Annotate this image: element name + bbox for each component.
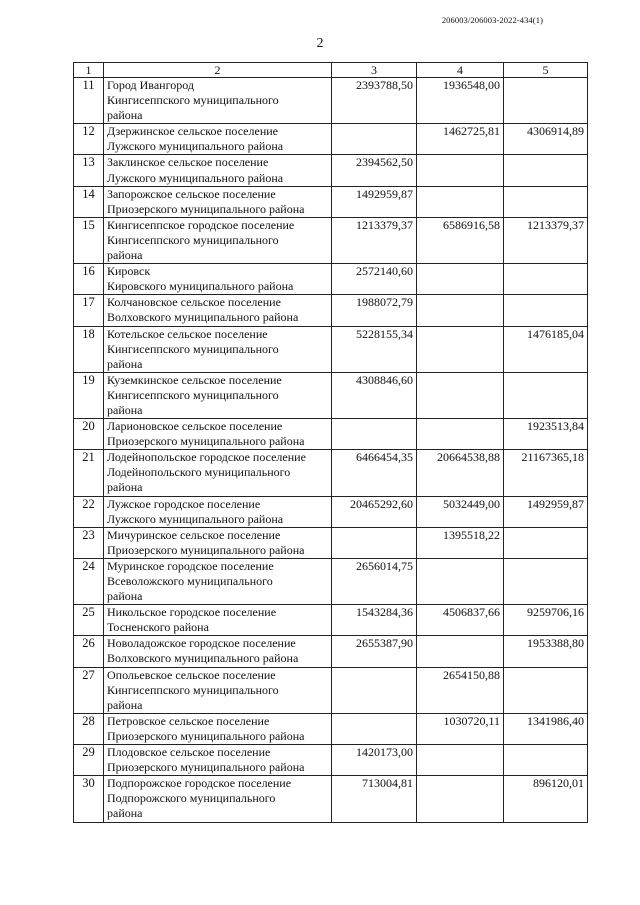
table-row — [74, 636, 588, 667]
amount-col5-cell: 896120,01 — [504, 776, 588, 822]
table-row — [74, 419, 588, 450]
amount-col5-cell: 9259706,16 — [504, 605, 588, 636]
table-row — [74, 155, 588, 186]
row-number-cell: 26 — [74, 636, 104, 667]
amount-col3-cell: 5228155,34 — [332, 326, 417, 372]
table-row — [74, 745, 588, 776]
table-row — [74, 667, 588, 713]
table-row — [74, 605, 588, 636]
municipality-name-cell: Колчановское сельское поселение Волховского муниципального района — [104, 295, 332, 326]
amount-col5-cell: 1341986,40 — [504, 713, 588, 744]
municipality-name-cell: Никольское городское поселение Тосненского района — [104, 605, 332, 636]
amount-col5-cell: 1492959,87 — [504, 496, 588, 527]
row-number-cell: 25 — [74, 605, 104, 636]
row-number-cell: 15 — [74, 217, 104, 263]
amount-col3-cell — [332, 124, 417, 155]
table-row — [74, 713, 588, 744]
amount-col4-cell — [417, 776, 504, 822]
column-header-4: 4 — [417, 63, 504, 78]
municipality-name-cell: Заклинское сельское поселение Лужского муниципального района — [104, 155, 332, 186]
amount-col5-cell — [504, 186, 588, 217]
row-number-cell: 14 — [74, 186, 104, 217]
amount-col4-cell — [417, 186, 504, 217]
municipality-name-cell: Лужское городское поселение Лужского муниципального района — [104, 496, 332, 527]
table-row — [74, 326, 588, 372]
municipality-name-cell: Опольевское сельское поселение Кингисеппского муниципального района — [104, 667, 332, 713]
amount-col4-cell — [417, 372, 504, 418]
row-number-cell: 21 — [74, 450, 104, 496]
amount-col3-cell: 713004,81 — [332, 776, 417, 822]
municipality-name-cell: Кировск Кировского муниципального района — [104, 264, 332, 295]
amount-col3-cell: 6466454,35 — [332, 450, 417, 496]
table-row — [74, 78, 588, 124]
amount-col5-cell: 4306914,89 — [504, 124, 588, 155]
amount-col4-cell: 1462725,81 — [417, 124, 504, 155]
amount-col5-cell: 1953388,80 — [504, 636, 588, 667]
municipality-name-cell: Петровское сельское поселение Приозерского муниципального района — [104, 713, 332, 744]
column-header-3: 3 — [332, 63, 417, 78]
row-number-cell: 27 — [74, 667, 104, 713]
amount-col5-cell: 1476185,04 — [504, 326, 588, 372]
amount-col5-cell — [504, 527, 588, 558]
row-number-cell: 22 — [74, 496, 104, 527]
municipality-name-cell: Дзержинское сельское поселение Лужского муниципального района — [104, 124, 332, 155]
table-row — [74, 776, 588, 822]
row-number-cell: 12 — [74, 124, 104, 155]
amount-col3-cell: 2394562,50 — [332, 155, 417, 186]
municipality-name-cell: Город Ивангород Кингисеппского муниципального района — [104, 78, 332, 124]
page-number: 2 — [316, 36, 324, 51]
amount-col3-cell: 1420173,00 — [332, 745, 417, 776]
amount-col3-cell: 1543284,36 — [332, 605, 417, 636]
amount-col4-cell: 2654150,88 — [417, 667, 504, 713]
allocation-table — [73, 62, 588, 823]
municipality-name-cell: Плодовское сельское поселение Приозерского муниципального района — [104, 745, 332, 776]
municipality-name-cell: Запорожское сельское поселение Приозерского муниципального района — [104, 186, 332, 217]
amount-col4-cell — [417, 295, 504, 326]
row-number-cell: 19 — [74, 372, 104, 418]
table-row — [74, 264, 588, 295]
municipality-name-cell: Новоладожское городское поселение Волховского муниципального района — [104, 636, 332, 667]
row-number-cell: 13 — [74, 155, 104, 186]
amount-col3-cell — [332, 667, 417, 713]
table-row — [74, 186, 588, 217]
amount-col3-cell — [332, 527, 417, 558]
amount-col4-cell — [417, 745, 504, 776]
row-number-cell: 29 — [74, 745, 104, 776]
amount-col4-cell: 5032449,00 — [417, 496, 504, 527]
amount-col3-cell: 20465292,60 — [332, 496, 417, 527]
amount-col5-cell: 1923513,84 — [504, 419, 588, 450]
amount-col3-cell: 2393788,50 — [332, 78, 417, 124]
amount-col4-cell — [417, 326, 504, 372]
row-number-cell: 20 — [74, 419, 104, 450]
row-number-cell: 24 — [74, 558, 104, 604]
municipality-name-cell: Лодейнопольское городское поселение Лодейнопольского муниципального района — [104, 450, 332, 496]
amount-col3-cell: 2655387,90 — [332, 636, 417, 667]
amount-col4-cell: 1395518,22 — [417, 527, 504, 558]
column-header-2: 2 — [104, 63, 332, 78]
municipality-name-cell: Мичуринское сельское поселение Приозерского муниципального района — [104, 527, 332, 558]
row-number-cell: 28 — [74, 713, 104, 744]
amount-col4-cell — [417, 419, 504, 450]
municipality-name-cell: Муринское городское поселение Всеволожского муниципального района — [104, 558, 332, 604]
amount-col5-cell — [504, 78, 588, 124]
amount-col4-cell — [417, 155, 504, 186]
amount-col3-cell: 2572140,60 — [332, 264, 417, 295]
municipality-name-cell: Подпорожское городское поселение Подпорожского муниципального района — [104, 776, 332, 822]
table-row — [74, 496, 588, 527]
amount-col5-cell — [504, 745, 588, 776]
amount-col4-cell — [417, 636, 504, 667]
amount-col4-cell: 20664538,88 — [417, 450, 504, 496]
header-row — [74, 63, 588, 78]
amount-col4-cell: 1030720,11 — [417, 713, 504, 744]
table-row — [74, 450, 588, 496]
row-number-cell: 16 — [74, 264, 104, 295]
amount-col4-cell — [417, 264, 504, 295]
table-row — [74, 295, 588, 326]
table-row — [74, 372, 588, 418]
amount-col5-cell: 1213379,37 — [504, 217, 588, 263]
amount-col4-cell: 4506837,66 — [417, 605, 504, 636]
row-number-cell: 11 — [74, 78, 104, 124]
table-row — [74, 217, 588, 263]
row-number-cell: 18 — [74, 326, 104, 372]
amount-col4-cell: 6586916,58 — [417, 217, 504, 263]
municipality-name-cell: Куземкинское сельское поселение Кингисеппского муниципального района — [104, 372, 332, 418]
amount-col5-cell — [504, 372, 588, 418]
municipality-name-cell: Кингисеппское городское поселение Кингисеппского муниципального района — [104, 217, 332, 263]
amount-col3-cell: 2656014,75 — [332, 558, 417, 604]
amount-col5-cell — [504, 264, 588, 295]
table-row — [74, 558, 588, 604]
amount-col5-cell — [504, 155, 588, 186]
amount-col4-cell — [417, 558, 504, 604]
amount-col3-cell: 1988072,79 — [332, 295, 417, 326]
table-row — [74, 124, 588, 155]
row-number-cell: 23 — [74, 527, 104, 558]
amount-col5-cell: 21167365,18 — [504, 450, 588, 496]
municipality-name-cell: Котельское сельское поселение Кингисеппского муниципального района — [104, 326, 332, 372]
amount-col3-cell — [332, 713, 417, 744]
document-code: 206003/206003-2022-434(1) — [441, 15, 543, 25]
amount-col4-cell: 1936548,00 — [417, 78, 504, 124]
column-header-5: 5 — [504, 63, 588, 78]
amount-col5-cell — [504, 295, 588, 326]
amount-col3-cell: 1213379,37 — [332, 217, 417, 263]
column-header-1: 1 — [74, 63, 104, 78]
table-row — [74, 527, 588, 558]
amount-col5-cell — [504, 558, 588, 604]
amount-col5-cell — [504, 667, 588, 713]
amount-col3-cell: 4308846,60 — [332, 372, 417, 418]
table-body — [74, 78, 588, 823]
row-number-cell: 30 — [74, 776, 104, 822]
amount-col3-cell — [332, 419, 417, 450]
amount-col3-cell: 1492959,87 — [332, 186, 417, 217]
municipality-name-cell: Ларионовское сельское поселение Приозерского муниципального района — [104, 419, 332, 450]
row-number-cell: 17 — [74, 295, 104, 326]
